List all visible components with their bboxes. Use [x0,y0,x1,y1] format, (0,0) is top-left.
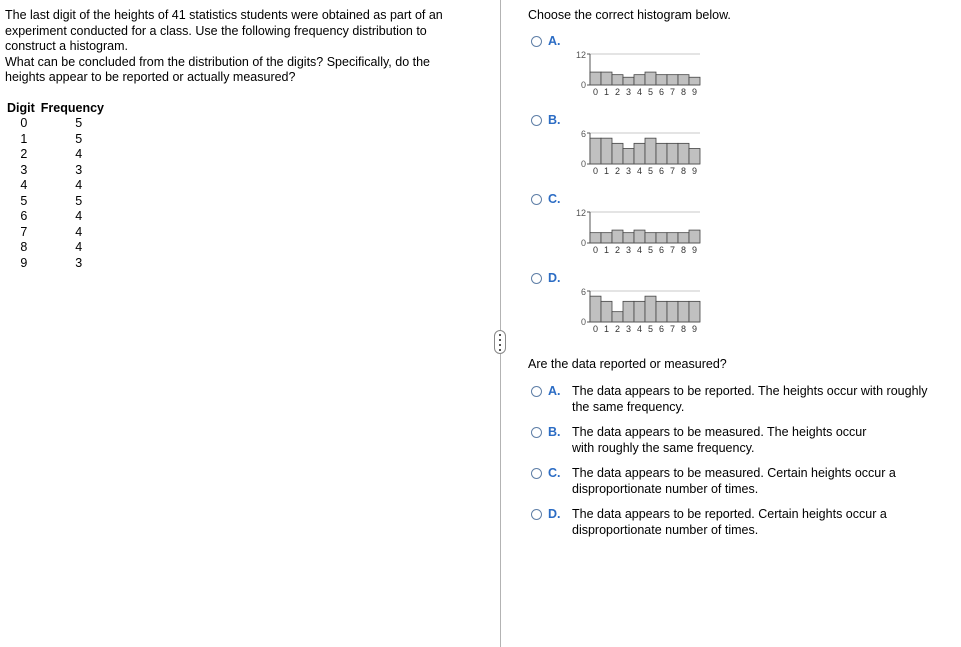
y-min-label: 0 [580,317,586,327]
table-row [7,163,117,179]
histogram-d [560,281,710,341]
histogram-bar [623,77,634,85]
x-tick-label: 5 [647,87,654,97]
problem-line: heights appear to be reported or actually measured? [5,70,296,85]
histogram-bar [634,230,645,243]
answer-line: disproportionate number of times. [572,482,759,496]
histogram-bar [634,143,645,164]
histogram-bar [667,143,678,164]
answer-line: with roughly the same frequency. [572,441,755,455]
histogram-bar [656,233,667,243]
digit-cell: 6 [20,209,28,223]
x-tick-label: 4 [636,166,643,176]
histogram-bar [645,72,656,85]
histogram-b [560,123,710,183]
radio-answer-b[interactable] [531,427,542,438]
histogram-bar [678,75,689,85]
option-letter: B. [548,425,561,439]
answer-line: The data appears to be reported. The heights occur with roughly [572,384,928,398]
x-tick-label: 1 [603,87,610,97]
histogram-bar [623,301,634,322]
x-tick-label: 0 [592,245,599,255]
histogram-bar [590,72,601,85]
x-tick-label: 6 [658,166,665,176]
frequency-cell: 3 [75,255,83,270]
frequency-cell: 5 [75,193,83,208]
radio-answer-c[interactable] [531,468,542,479]
x-tick-label: 5 [647,166,654,176]
option-letter: A. [548,384,561,398]
table-row [7,225,117,241]
histogram-bar [689,301,700,322]
option-letter: B. [548,113,561,127]
histogram-bar [590,296,601,322]
histogram-bar [601,72,612,85]
x-tick-label: 4 [636,245,643,255]
x-tick-label: 2 [614,324,621,334]
radio-answer-d[interactable] [531,509,542,520]
digit-cell: 3 [20,162,28,177]
table-row [7,256,117,272]
radio-histogram-b[interactable] [531,115,542,126]
histogram-bar [656,75,667,85]
histogram-a [560,44,710,104]
x-tick-label: 0 [592,324,599,334]
table-row [7,209,117,225]
histogram-bar [612,75,623,85]
frequency-cell: 4 [75,147,83,161]
answer-line: The data appears to be measured. The heights occur [572,425,867,439]
radio-histogram-c[interactable] [531,194,542,205]
question-1-prompt: Choose the correct histogram below. [528,8,731,22]
x-tick-label: 4 [636,87,643,97]
x-tick-label: 6 [658,324,665,334]
answer-line: the same frequency. [572,400,685,414]
y-max-label: 12 [575,50,586,60]
table-row [7,194,117,210]
y-max-label: 6 [580,287,586,297]
problem-line: What can be concluded from the distribution of the digits? Specifically, do the [5,54,431,69]
x-tick-label: 7 [669,166,676,176]
table-row [7,116,117,132]
x-tick-label: 3 [625,166,632,176]
histogram-bar [645,233,656,243]
answer-b-text [572,424,952,456]
histogram-bar [601,301,612,322]
histogram-bar [590,233,601,243]
table-row [7,132,117,148]
frequency-cell: 5 [75,116,83,130]
x-tick-label: 8 [680,245,687,255]
x-tick-label: 2 [614,245,621,255]
option-letter: C. [548,192,561,206]
histogram-bar [689,230,700,243]
histogram-bar [678,143,689,164]
answer-line: disproportionate number of times. [572,523,759,537]
x-tick-label: 4 [636,324,643,334]
radio-histogram-d[interactable] [531,273,542,284]
digit-cell: 2 [20,147,28,161]
problem-line: experiment conducted for a class. Use the following frequency distribution to [5,23,427,38]
frequency-cell: 4 [75,240,83,254]
x-tick-label: 9 [691,166,698,176]
histogram-bar [601,233,612,243]
frequency-header: Frequency [40,101,104,115]
histogram-bar [689,77,700,85]
digit-cell: 1 [20,131,28,146]
x-tick-label: 3 [625,87,632,97]
answer-c-text [572,465,952,497]
table-row [7,240,117,256]
x-tick-label: 3 [625,245,632,255]
pane-divider [500,0,501,647]
histogram-bar [590,138,601,164]
frequency-cell: 4 [75,209,83,223]
digit-cell: 8 [20,240,28,254]
histogram-bar [623,233,634,243]
frequency-table [7,101,117,271]
y-min-label: 0 [580,159,586,169]
handle-dot [499,344,501,346]
option-letter: D. [548,507,561,521]
histogram-bar [667,301,678,322]
x-tick-label: 3 [625,324,632,334]
digit-cell: 4 [20,178,28,192]
x-tick-label: 6 [658,87,665,97]
radio-histogram-a[interactable] [531,36,542,47]
digit-cell: 9 [20,255,28,270]
histogram-bar [601,138,612,164]
question-2-prompt: Are the data reported or measured? [528,357,727,371]
pane-resize-handle[interactable] [494,330,506,354]
histogram-bar [634,301,645,322]
x-tick-label: 8 [680,324,687,334]
y-min-label: 0 [580,238,586,248]
x-tick-label: 0 [592,166,599,176]
x-tick-label: 7 [669,324,676,334]
histogram-bar [667,233,678,243]
x-tick-label: 7 [669,245,676,255]
digit-cell: 7 [20,224,28,239]
handle-dot [499,349,501,351]
x-tick-label: 8 [680,166,687,176]
histogram-bar [678,301,689,322]
histogram-bar [623,149,634,165]
digit-header: Digit [7,101,35,115]
x-tick-label: 7 [669,87,676,97]
histogram-bar [645,296,656,322]
histogram-bar [656,301,667,322]
histogram-bar [612,312,623,322]
frequency-cell: 3 [75,162,83,177]
table-row [7,147,117,163]
histogram-bar [612,143,623,164]
x-tick-label: 0 [592,87,599,97]
answer-line: The data appears to be measured. Certain heights occur a [572,466,896,480]
frequency-cell: 4 [75,224,83,239]
x-tick-label: 1 [603,166,610,176]
answer-line: The data appears to be reported. Certain heights occur a [572,507,887,521]
histogram-bar [645,138,656,164]
answer-d-text [572,506,952,538]
y-max-label: 6 [580,129,586,139]
x-tick-label: 8 [680,87,687,97]
option-letter: C. [548,466,561,480]
x-tick-label: 1 [603,245,610,255]
radio-answer-a[interactable] [531,386,542,397]
histogram-c [560,202,710,262]
digit-cell: 5 [20,193,28,208]
y-min-label: 0 [580,80,586,90]
x-tick-label: 2 [614,87,621,97]
frequency-cell: 4 [75,178,83,192]
histogram-bar [667,75,678,85]
handle-dot [499,339,501,341]
histogram-bar [634,75,645,85]
histogram-bar [689,149,700,165]
x-tick-label: 1 [603,324,610,334]
problem-statement [5,8,485,86]
option-letter: D. [548,271,561,285]
problem-line: construct a histogram. [5,39,128,54]
problem-line: The last digit of the heights of 41 statistics students were obtained as part of an [5,8,443,22]
histogram-bar [612,230,623,243]
digit-cell: 0 [20,116,28,130]
x-tick-label: 9 [691,245,698,255]
option-letter: A. [548,34,561,48]
histogram-bar [678,233,689,243]
x-tick-label: 2 [614,166,621,176]
x-tick-label: 9 [691,324,698,334]
frequency-cell: 5 [75,131,83,146]
x-tick-label: 5 [647,324,654,334]
x-tick-label: 6 [658,245,665,255]
handle-dot [499,334,501,336]
y-max-label: 12 [575,208,586,218]
answer-a-text [572,383,952,415]
histogram-bar [656,143,667,164]
x-tick-label: 5 [647,245,654,255]
table-row [7,178,117,194]
x-tick-label: 9 [691,87,698,97]
